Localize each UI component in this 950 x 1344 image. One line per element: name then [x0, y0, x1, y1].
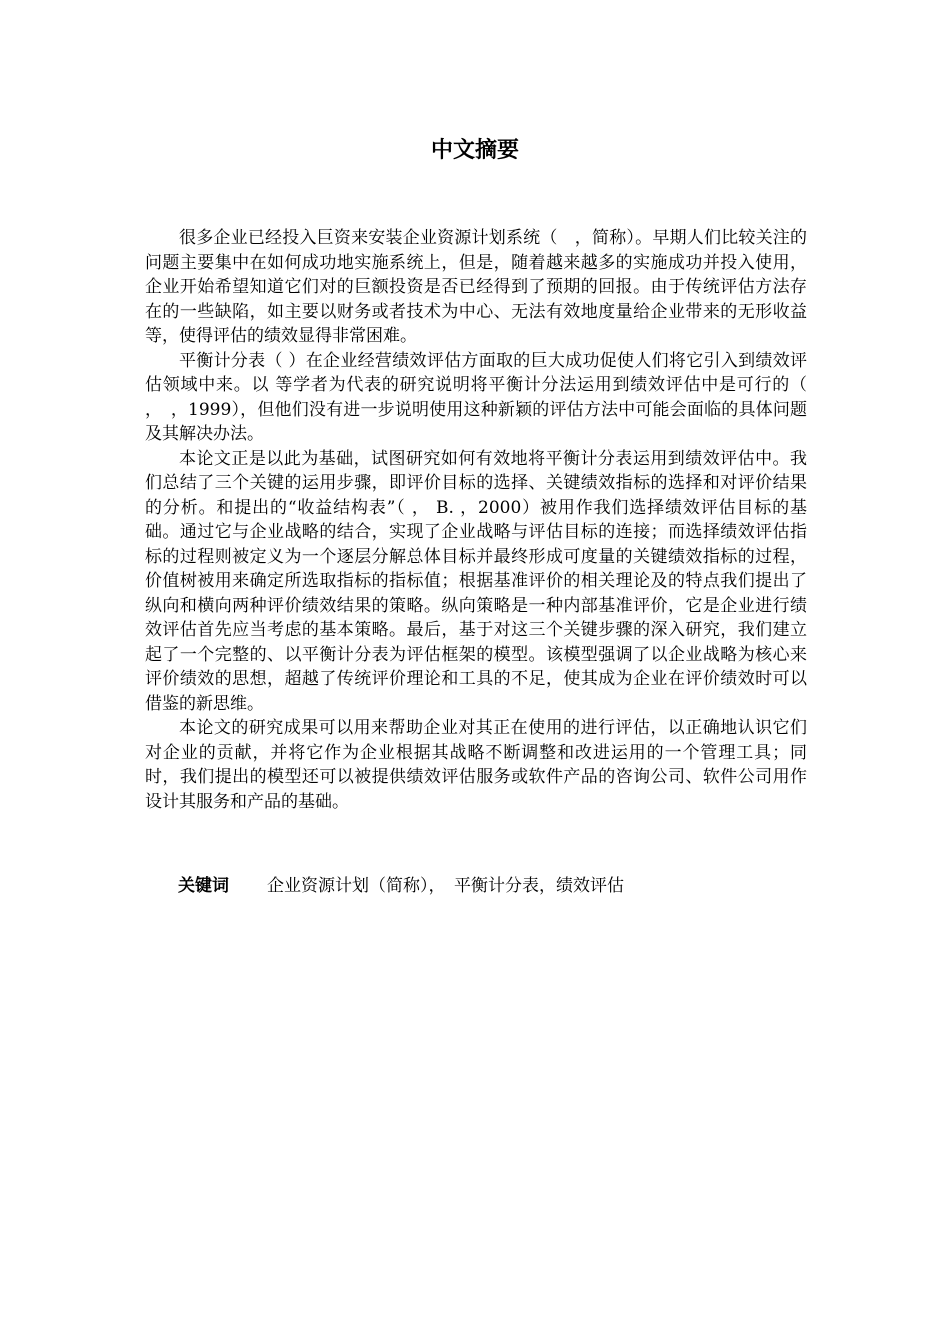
abstract-paragraph-4: 本论文的研究成果可以用来帮助企业对其正在使用的进行评估，以正确地认识它们对企业的贡献，并将它作为企业根据其战略不断调整和改进运用的一个管理工具；同时，我们提出的模型还可以被提供绩效评估服务或软件产品的咨询公司、软件公司用作设计其服务和产品的基础。 [145, 718, 807, 812]
keywords-text: 企业资源计划（简称）， 平衡计分表，绩效评估 [267, 876, 624, 896]
keywords-line [178, 874, 798, 898]
abstract-title: 中文摘要 [430, 138, 519, 163]
abstract-paragraph-1: 很多企业已经投入巨资来安装企业资源计划系统（ ，简称）。早期人们比较关注的问题主要集中在如何成功地实施系统上，但是，随着越来越多的实施成功并投入使用，企业开始希望知道它们对的巨额投资是否已经得到了预期的回报。由于传统评估方法存在的一些缺陷，如主要以财务或者技术为中心、无法有效地度量给企业带来的无形收益等，使得评估的绩效显得非常困难。 [145, 228, 807, 346]
keywords-label: 关键词 [178, 876, 229, 896]
abstract-paragraph-3: 本论文正是以此为基础，试图研究如何有效地将平衡计分表运用到绩效评估中。我们总结了三个关键的运用步骤，即评价目标的选择、关键绩效指标的选择和对评价结果的分析。和提出的“收益结构表”（ ， B. ，2000）被用作我们选择绩效评估目标的基础。通过它与企业战略的结合，实现了企业战略与评估目标的连接；而选择绩效评估指标的过程则被定义为一个逐层分解总体目标并最终形成可度量的关键绩效指标的过程，价值树被用来确定所选取指标的指标值；根据基准评价的相关理论及的特点我们提出了纵向和横向两种评价绩效结果的策略。纵向策略是一种内部基准评价，它是企业进行绩效评估首先应当考虑的基本策略。最后，基于对这三个关键步骤的深入研究，我们建立起了一个完整的、以平衡计分表为评估框架的模型。该模型强调了以企业战略为核心来评价绩效的思想，超越了传统评价理论和工具的不足，使其成为企业在评价绩效时可以借鉴的新思维。 [145, 448, 807, 714]
abstract-paragraph-2: 平衡计分表（ ）在企业经营绩效评估方面取的巨大成功促使人们将它引入到绩效评估领域中来。以 等学者为代表的研究说明将平衡计分法运用到绩效评估中是可行的（ ， ，1999），但他们没有进一步说明使用这种新颖的评估方法中可能会面临的具体问题及其解决办法。 [145, 350, 807, 444]
abstract-body [145, 226, 807, 814]
